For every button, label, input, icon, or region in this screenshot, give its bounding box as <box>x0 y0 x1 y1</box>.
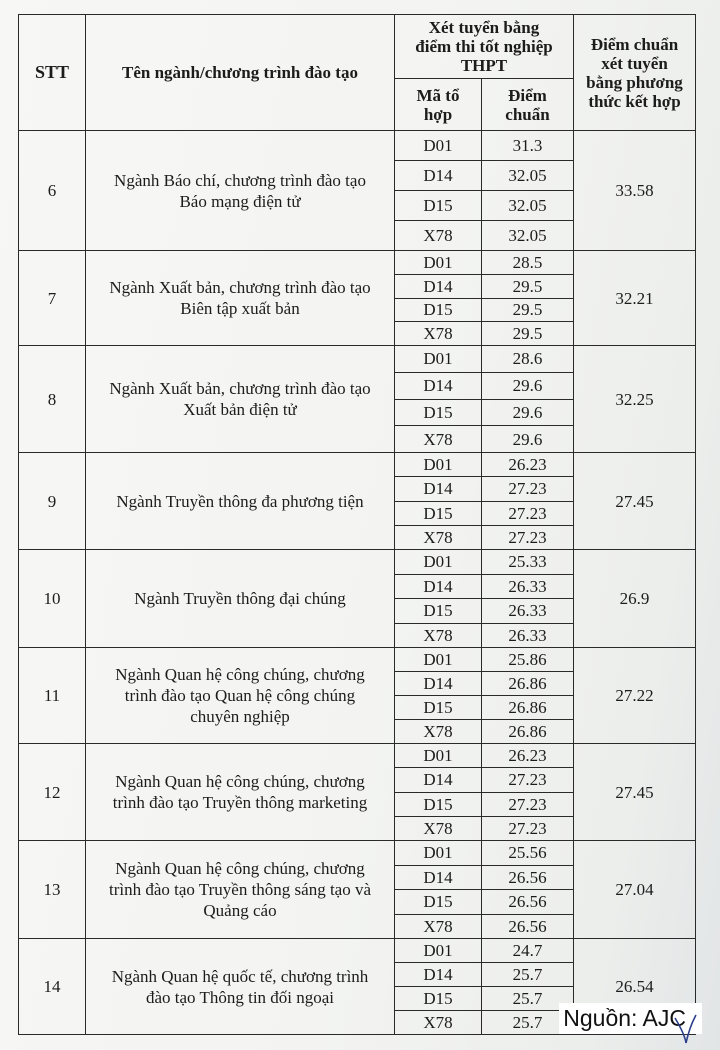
combined-score-cell: 27.45 <box>574 453 696 550</box>
score-cell: 25.7 <box>482 987 574 1011</box>
combined-score-cell: 26.54 <box>574 939 696 1035</box>
combo-code-cell: D15 <box>395 501 482 525</box>
table-row <box>19 251 696 275</box>
program-name-line: Ngành Quan hệ công chúng, chương <box>115 772 365 791</box>
combo-code-cell: D15 <box>395 987 482 1011</box>
combo-code-cell: X78 <box>395 623 482 648</box>
score-cell: 26.86 <box>482 696 574 720</box>
combo-code-cell: D14 <box>395 477 482 501</box>
score-cell: 25.56 <box>482 841 574 866</box>
program-name-cell <box>86 648 395 744</box>
program-name-cell <box>86 251 395 346</box>
program-name-line: trình đào tạo Truyền thông marketing <box>112 793 368 812</box>
header-thpt-line2: điểm thi tốt nghiệp <box>415 37 553 56</box>
combo-code-cell: D14 <box>395 161 482 191</box>
combo-code-cell: X78 <box>395 322 482 346</box>
score-cell: 26.33 <box>482 574 574 599</box>
combo-code-cell: D14 <box>395 574 482 599</box>
table-row <box>19 648 696 672</box>
stt-cell: 11 <box>19 648 86 744</box>
header-score-line2: chuẩn <box>505 104 550 124</box>
program-name-line: Báo mạng điện tử <box>179 191 301 211</box>
combo-code-cell: D01 <box>395 453 482 477</box>
combo-code-cell: X78 <box>395 1011 482 1035</box>
combo-code-cell: D15 <box>395 696 482 720</box>
combined-score-cell: 26.9 <box>574 550 696 648</box>
combo-code-cell: D01 <box>395 131 482 161</box>
header-score <box>482 79 574 131</box>
admission-score-table-container <box>18 14 696 1035</box>
header-combined-line4: thức kết hợp <box>588 91 681 111</box>
program-name-line: Ngành Quan hệ công chúng, chương <box>115 665 365 684</box>
combo-code-cell: D15 <box>395 298 482 322</box>
combo-code-cell: D01 <box>395 648 482 672</box>
score-cell: 29.6 <box>482 399 574 426</box>
program-name-cell <box>86 744 395 841</box>
table-row <box>19 131 696 161</box>
combo-code-cell: D14 <box>395 865 482 890</box>
combo-code-cell: D01 <box>395 841 482 866</box>
stt-cell: 14 <box>19 939 86 1035</box>
score-cell: 25.7 <box>482 1011 574 1035</box>
score-cell: 26.23 <box>482 453 574 477</box>
header-combined-line3: bằng phương <box>586 72 683 92</box>
program-name-cell <box>86 346 395 453</box>
table-row <box>19 744 696 768</box>
score-cell: 26.86 <box>482 720 574 744</box>
table-row <box>19 453 696 477</box>
program-name-cell <box>86 841 395 939</box>
program-name-line: chuyên nghiệp <box>190 707 290 726</box>
stt-cell: 6 <box>19 131 86 251</box>
header-combo-line2: hợp <box>423 104 453 124</box>
score-cell: 26.56 <box>482 914 574 939</box>
score-cell: 26.86 <box>482 672 574 696</box>
program-name-cell <box>86 550 395 648</box>
header-combined-line2: xét tuyển <box>601 53 668 73</box>
program-name-line: trình đào tạo Quan hệ công chúng <box>124 686 356 705</box>
score-cell: 27.23 <box>482 792 574 816</box>
combo-code-cell: X78 <box>395 221 482 251</box>
combo-code-cell: D14 <box>395 672 482 696</box>
combo-code-cell: X78 <box>395 525 482 549</box>
stt-cell: 8 <box>19 346 86 453</box>
header-combined <box>574 15 696 131</box>
header-row-top <box>19 15 696 79</box>
program-name-line: Ngành Xuất bản, chương trình đào tạo <box>109 379 371 398</box>
header-combo <box>395 79 482 131</box>
program-name-line: Ngành Báo chí, chương trình đào tạo <box>114 170 366 190</box>
program-name-line: Ngành Quan hệ quốc tế, chương trình <box>111 966 369 986</box>
header-thpt-group <box>395 15 574 79</box>
header-program <box>86 15 395 131</box>
score-cell: 27.23 <box>482 501 574 525</box>
score-cell: 27.23 <box>482 477 574 501</box>
score-cell: 27.23 <box>482 768 574 792</box>
program-name-line: Ngành Xuất bản, chương trình đào tạo <box>109 278 371 297</box>
program-name-line: Ngành Truyền thông đại chúng <box>134 589 346 608</box>
program-name-line: Ngành Quan hệ công chúng, chương <box>115 859 365 878</box>
program-name-cell <box>86 939 395 1035</box>
combined-score-cell: 33.58 <box>574 131 696 251</box>
table-body <box>19 131 696 1035</box>
score-cell: 25.7 <box>482 963 574 987</box>
score-cell: 29.6 <box>482 372 574 399</box>
signature-mark <box>672 1012 698 1046</box>
combined-score-cell: 27.22 <box>574 648 696 744</box>
combo-code-cell: D14 <box>395 768 482 792</box>
combo-code-cell: X78 <box>395 816 482 840</box>
program-name-line: Quảng cáo <box>203 901 277 920</box>
stt-cell: 13 <box>19 841 86 939</box>
header-score-line1: Điểm <box>508 85 547 105</box>
score-cell: 28.6 <box>482 346 574 373</box>
stt-cell: 12 <box>19 744 86 841</box>
score-cell: 26.33 <box>482 623 574 648</box>
score-cell: 29.6 <box>482 426 574 453</box>
combined-score-cell: 27.45 <box>574 744 696 841</box>
combo-code-cell: X78 <box>395 914 482 939</box>
score-cell: 29.5 <box>482 322 574 346</box>
admission-score-table <box>18 14 696 1035</box>
stt-cell: 10 <box>19 550 86 648</box>
score-cell: 26.33 <box>482 599 574 624</box>
combo-code-cell: X78 <box>395 720 482 744</box>
combined-score-cell: 32.25 <box>574 346 696 453</box>
score-cell: 29.5 <box>482 274 574 298</box>
header-thpt-line1: Xét tuyển bằng <box>428 18 540 37</box>
combo-code-cell: D14 <box>395 963 482 987</box>
combo-code-cell: D14 <box>395 372 482 399</box>
score-cell: 32.05 <box>482 191 574 221</box>
score-cell: 32.05 <box>482 221 574 251</box>
table-row <box>19 841 696 866</box>
source-text: Nguồn: AJC <box>563 1005 686 1031</box>
combo-code-cell: X78 <box>395 426 482 453</box>
combo-code-cell: D15 <box>395 399 482 426</box>
table-row <box>19 550 696 575</box>
program-name-cell <box>86 131 395 251</box>
score-cell: 28.5 <box>482 251 574 275</box>
score-cell: 25.33 <box>482 550 574 575</box>
program-name-cell <box>86 453 395 550</box>
combo-code-cell: D15 <box>395 792 482 816</box>
header-thpt-line3: THPT <box>460 56 508 75</box>
header-combo-line1: Mã tổ <box>416 85 460 105</box>
header-program-text: Tên ngành/chương trình đào tạo <box>122 63 358 82</box>
header-stt <box>19 15 86 131</box>
combo-code-cell: D01 <box>395 550 482 575</box>
score-cell: 27.23 <box>482 816 574 840</box>
combo-code-cell: D01 <box>395 346 482 373</box>
table-row <box>19 939 696 963</box>
score-cell: 25.86 <box>482 648 574 672</box>
score-cell: 31.3 <box>482 131 574 161</box>
combined-score-cell: 27.04 <box>574 841 696 939</box>
combo-code-cell: D01 <box>395 939 482 963</box>
combo-code-cell: D14 <box>395 274 482 298</box>
header-combined-line1: Điểm chuẩn <box>590 34 679 54</box>
score-cell: 24.7 <box>482 939 574 963</box>
combo-code-cell: D15 <box>395 191 482 221</box>
combo-code-cell: D01 <box>395 744 482 768</box>
program-name-line: Xuất bản điện tử <box>183 400 297 419</box>
score-cell: 27.23 <box>482 525 574 549</box>
header-stt-text: STT <box>34 62 70 82</box>
table-row <box>19 346 696 373</box>
score-cell: 32.05 <box>482 161 574 191</box>
score-cell: 26.56 <box>482 865 574 890</box>
score-cell: 26.23 <box>482 744 574 768</box>
stt-cell: 7 <box>19 251 86 346</box>
program-name-line: trình đào tạo Truyền thông sáng tạo và <box>108 880 372 899</box>
program-name-line: Ngành Truyền thông đa phương tiện <box>116 491 364 511</box>
combined-score-cell: 32.21 <box>574 251 696 346</box>
score-cell: 26.56 <box>482 890 574 915</box>
program-name-line: đào tạo Thông tin đối ngoại <box>145 987 335 1007</box>
combo-code-cell: D01 <box>395 251 482 275</box>
combo-code-cell: D15 <box>395 890 482 915</box>
score-cell: 29.5 <box>482 298 574 322</box>
stt-cell: 9 <box>19 453 86 550</box>
program-name-line: Biên tập xuất bản <box>180 299 300 318</box>
combo-code-cell: D15 <box>395 599 482 624</box>
